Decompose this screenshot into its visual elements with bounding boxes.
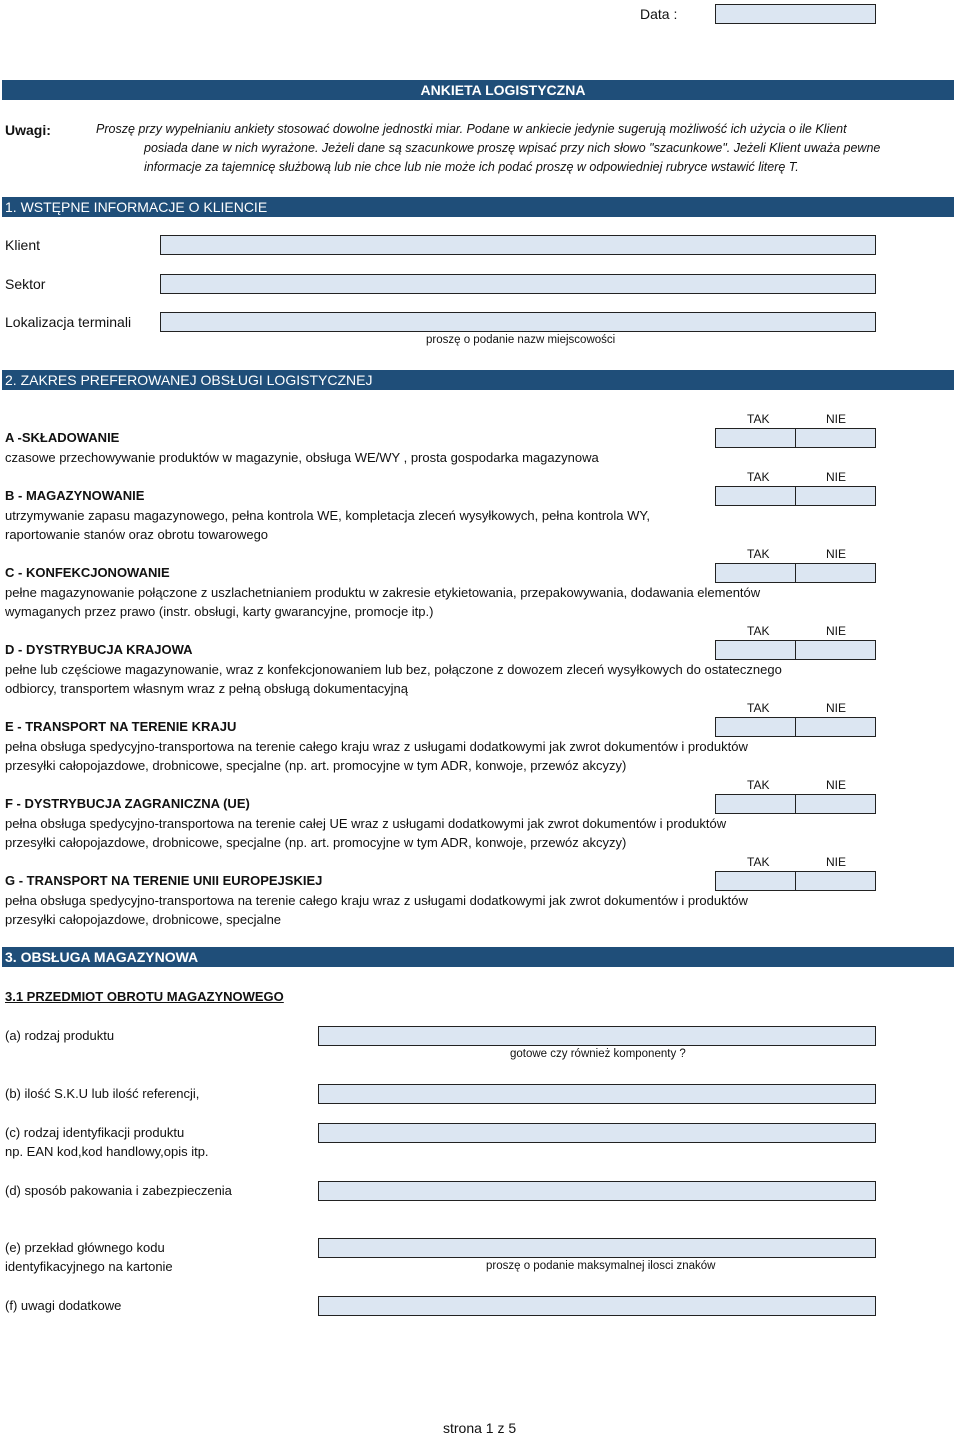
item-g-title: G - TRANSPORT NA TERENIE UNII EUROPEJSKIEJ [5, 873, 323, 888]
client-field[interactable] [160, 235, 876, 255]
code-label-1: (e) przekład głównego kodu [5, 1240, 165, 1255]
no-box-f[interactable] [795, 794, 876, 814]
no-box-e[interactable] [795, 717, 876, 737]
item-a-title: A -SKŁADOWANIE [5, 430, 120, 445]
code-field[interactable] [318, 1238, 876, 1258]
product-type-field[interactable] [318, 1026, 876, 1046]
no-label-d: NIE [826, 624, 847, 638]
section-3-header: 3. OBSŁUGA MAGAZYNOWA [2, 947, 954, 967]
identification-field[interactable] [318, 1123, 876, 1143]
yes-label-g: TAK [747, 855, 770, 869]
yes-label-d: TAK [747, 624, 770, 638]
no-box-b[interactable] [795, 486, 876, 506]
product-type-hint: gotowe czy również komponenty ? [510, 1048, 686, 1060]
sector-field[interactable] [160, 274, 876, 294]
item-f-desc-2: przesyłki całopojazdowe, drobnicowe, specjalne (np. art. promocyjne w tym ADR, konwoje, przewóz akcyzy) [5, 835, 627, 850]
date-field[interactable] [715, 4, 876, 24]
no-box-c[interactable] [795, 563, 876, 583]
no-label-b: NIE [826, 470, 847, 484]
item-g-desc-2: przesyłki całopojazdowe, drobnicowe, specjalne [5, 912, 282, 927]
yes-box-a[interactable] [715, 428, 796, 448]
terminal-field[interactable] [160, 312, 876, 332]
packing-field[interactable] [318, 1181, 876, 1201]
remarks-label: Uwagi: [5, 122, 51, 138]
item-b-desc-2: raportowanie stanów oraz obrotu towarowego [5, 527, 269, 542]
yes-label-c: TAK [747, 547, 770, 561]
no-label-a: NIE [826, 412, 847, 426]
item-c-title: C - KONFEKCJONOWANIE [5, 565, 170, 580]
yes-box-b[interactable] [715, 486, 796, 506]
code-label-2: identyfikacyjnego na kartonie [5, 1259, 173, 1274]
yes-label-b: TAK [747, 470, 770, 484]
terminal-label: Lokalizacja terminali [5, 314, 132, 330]
no-label-g: NIE [826, 855, 847, 869]
notes-label: (f) uwagi dodatkowe [5, 1298, 122, 1313]
no-label-c: NIE [826, 547, 847, 561]
date-label: Data : [640, 6, 678, 22]
item-f-desc-1: pełna obsługa spedycyjno-transportowa na terenie całej UE wraz z usługami dodatkowymi jak zwrot dokumentów i produktów [5, 816, 727, 831]
terminal-hint: proszę o podanie nazw miejscowości [426, 334, 616, 346]
yes-box-f[interactable] [715, 794, 796, 814]
yes-box-d[interactable] [715, 640, 796, 660]
page-number: strona 1 z 5 [443, 1420, 517, 1436]
item-c-desc-1: pełne magazynowanie połączone z uszlachetnianiem produktu w zakresie etykietowania, przepakowywania, dodawania elementów [5, 585, 761, 600]
item-a-desc-1: czasowe przechowywanie produktów w magazynie, obsługa WE/WY , prosta gospodarka magazynowa [5, 450, 599, 465]
item-g-desc-1: pełna obsługa spedycyjno-transportowa na terenie całego kraju wraz z usługami dodatkowymi jak zwrot dokumentów i produktów [5, 893, 748, 908]
yes-box-g[interactable] [715, 871, 796, 891]
item-c-desc-2: wymaganych przez prawo (instr. obsługi, karty gwarancyjne, promocje itp.) [5, 604, 434, 619]
notes-field[interactable] [318, 1296, 876, 1316]
item-e-desc-1: pełna obsługa spedycyjno-transportowa na terenie całego kraju wraz z usługami dodatkowymi jak zwrot dokumentów i produktów [5, 739, 748, 754]
no-label-f: NIE [826, 778, 847, 792]
item-e-desc-2: przesyłki całopojazdowe, drobnicowe, specjalne (np. art. promocyjne w tym ADR, konwoje, przewóz akcyzy) [5, 758, 627, 773]
client-label: Klient [5, 237, 41, 253]
item-b-desc-1: utrzymywanie zapasu magazynowego, pełna kontrola WE, kompletacja zleceń wysyłkowych, pełna kontrola WY, [5, 508, 651, 523]
no-label-e: NIE [826, 701, 847, 715]
sku-field[interactable] [318, 1084, 876, 1104]
item-b-title: B - MAGAZYNOWANIE [5, 488, 145, 503]
no-box-d[interactable] [795, 640, 876, 660]
identification-label-1: (c) rodzaj identyfikacji produktu [5, 1125, 185, 1140]
item-d-title: D - DYSTRYBUCJA KRAJOWA [5, 642, 193, 657]
yes-box-e[interactable] [715, 717, 796, 737]
yes-label-f: TAK [747, 778, 770, 792]
remarks-line-2: posiada dane w nich wyrażone. Jeżeli dane są szacunkowe proszę wpisać przy nich słowo "szacunkowe". Jeżeli Klient uważa pewne [144, 141, 881, 155]
sector-label: Sektor [5, 276, 46, 292]
code-hint: proszę o podanie maksymalnej ilosci znaków [486, 1260, 716, 1272]
yes-label-e: TAK [747, 701, 770, 715]
sku-label: (b) ilość S.K.U lub ilość referencji, [5, 1086, 200, 1101]
yes-label-a: TAK [747, 412, 770, 426]
remarks-line-3: informacje za tajemnicę służbową lub nie chce lub nie może ich podać proszę w odpowiedniej rubryce wstawić literę T. [144, 160, 799, 174]
item-d-desc-1: pełne lub częściowe magazynowanie, wraz z konfekcjonowaniem lub bez, połączone z dowozem zleceń wysyłkowych do ostatecznego [5, 662, 782, 677]
item-f-title: F - DYSTRYBUCJA ZAGRANICZNA (UE) [5, 796, 250, 811]
identification-label-2: np. EAN kod,kod handlowy,opis itp. [5, 1144, 209, 1159]
packing-label: (d) sposób pakowania i zabezpieczenia [5, 1183, 232, 1198]
section-1-header: 1. WSTĘPNE INFORMACJE O KLIENCIE [2, 197, 954, 217]
survey-title: ANKIETA LOGISTYCZNA [2, 80, 954, 100]
product-type-label: (a) rodzaj produktu [5, 1028, 115, 1043]
item-e-title: E - TRANSPORT NA TERENIE KRAJU [5, 719, 237, 734]
remarks-line-1: Proszę przy wypełnianiu ankiety stosować dowolne jednostki miar. Podane w ankiecie jedynie sugerują możliwość ich użycia o ile Klient [96, 122, 847, 136]
no-box-g[interactable] [795, 871, 876, 891]
section-3-1-title: 3.1 PRZEDMIOT OBROTU MAGAZYNOWEGO [5, 989, 284, 1004]
section-2-header: 2. ZAKRES PREFEROWANEJ OBSŁUGI LOGISTYCZNEJ [2, 370, 954, 390]
item-d-desc-2: odbiorcy, transportem własnym wraz z pełną obsługą dokumentacyjną [5, 681, 408, 696]
no-box-a[interactable] [795, 428, 876, 448]
yes-box-c[interactable] [715, 563, 796, 583]
